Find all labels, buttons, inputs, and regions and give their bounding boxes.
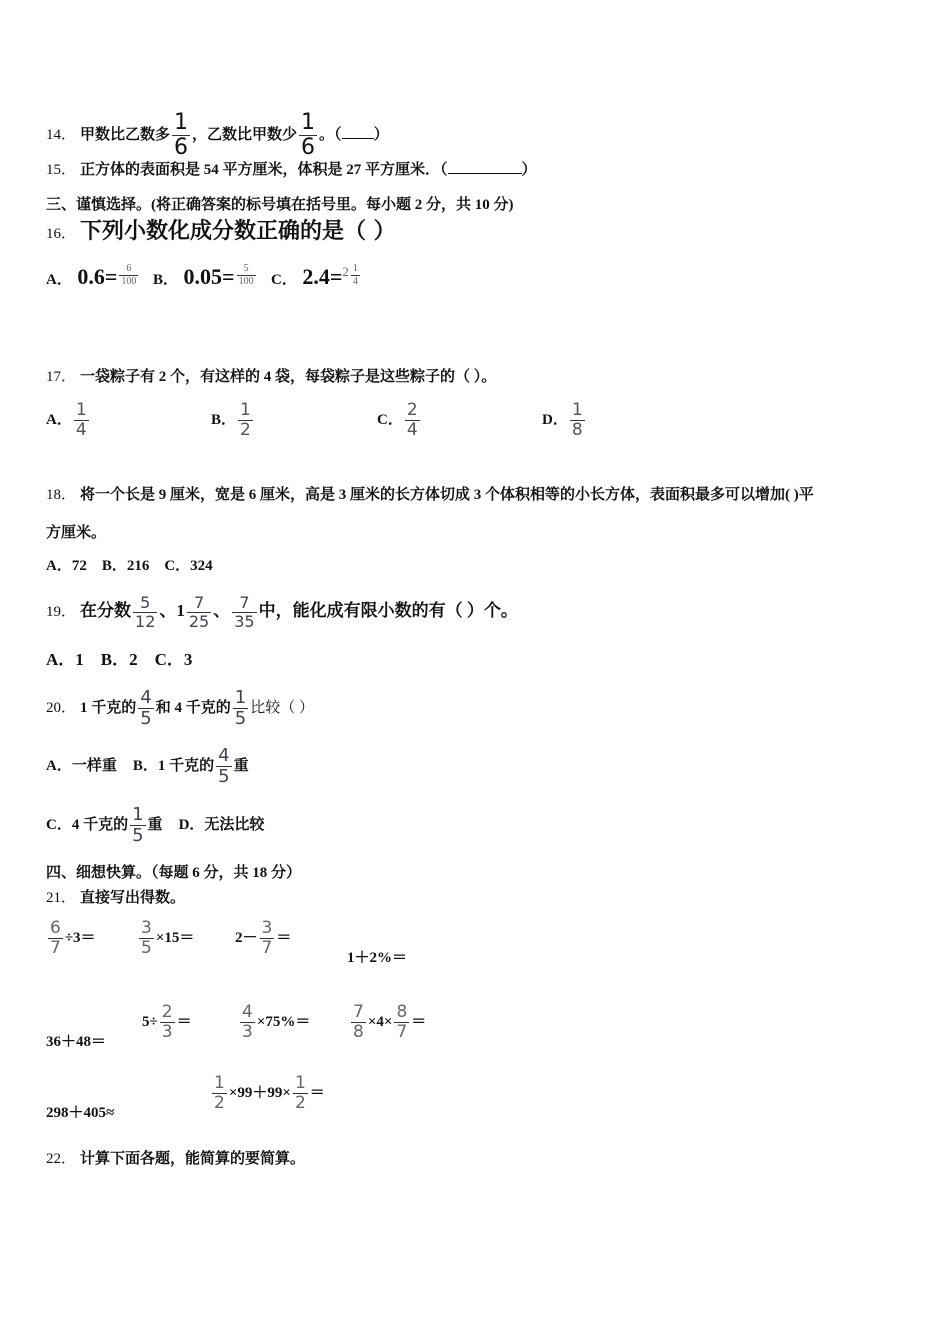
q20-options-ab: A．一样重 B．1 千克的 $\frac{4}{5}$ 重 xyxy=(46,745,249,788)
question-number: 17． xyxy=(46,369,77,385)
fraction: $\frac{6}{7}$ xyxy=(50,918,61,958)
q16-option-a: A． 0.6= $\frac{6}{100}$ xyxy=(46,263,137,289)
fraction: $\frac{1}{6}$ xyxy=(301,110,316,160)
calc-item: $\frac{3}{5}$ ×15＝ xyxy=(141,918,195,958)
fraction: $\frac{4}{3}$ xyxy=(242,1002,253,1042)
fraction: $\frac{3}{5}$ xyxy=(141,918,152,958)
question-number: 16． xyxy=(46,226,77,242)
question-number: 15． xyxy=(46,162,77,178)
question-number: 14． xyxy=(46,126,77,143)
fraction: $\frac{5}{100}$ xyxy=(238,263,254,287)
fraction: $\frac{2}{3}$ xyxy=(161,1002,173,1042)
q16-option-c: C． 2.4=$^2$ $\frac{1}{4}$ xyxy=(271,263,358,289)
q17-option-a: A． $\frac{1}{4}$ xyxy=(46,400,87,440)
fraction: $\frac{1}{2}$ xyxy=(240,400,251,440)
question-16: 16． 下列小数化成分数正确的是（ ） xyxy=(46,219,396,244)
calc-item: 5÷ $\frac{2}{3}$ ＝ xyxy=(142,1002,192,1042)
fraction: $\frac{1}{4}$ xyxy=(352,263,358,287)
fraction: $\frac{1}{2}$ xyxy=(294,1073,306,1113)
q17-option-c: C． $\frac{2}{4}$ xyxy=(377,400,418,440)
question-number: 21． xyxy=(46,890,77,906)
fraction: $\frac{5}{12}$ xyxy=(135,592,156,631)
question-18: 18． 将一个长是 9 厘米，宽是 6 厘米，高是 3 厘米的长方体切成 3 个体积相等的小长方体，表面积最多可以增加( )平 xyxy=(46,487,814,503)
question-19: 19． 在分数 $\frac{5}{12}$ 、1 $\frac{7}{25}$ 、 $\frac{7}{35}$ 中，能化成有限小数的有（ ）个。 xyxy=(46,592,518,631)
fraction: $\frac{1}{2}$ xyxy=(214,1073,225,1113)
q19-options: A．1 B．2 C．3 xyxy=(46,650,193,669)
fraction: $\frac{8}{7}$ xyxy=(396,1002,408,1042)
question-21: 21． 直接写出得数。 xyxy=(46,890,186,906)
fraction: $\frac{1}{8}$ xyxy=(571,400,583,440)
q17-option-b: B． $\frac{1}{2}$ xyxy=(211,400,251,440)
question-20: 20． 1 千克的 $\frac{4}{5}$ 和 4 千克的 $\frac{1}{5}$ 比较（ ） xyxy=(46,687,314,730)
question-number: 19． xyxy=(46,604,77,620)
answer-blank xyxy=(342,138,374,139)
fraction: $\frac{6}{100}$ xyxy=(121,263,137,287)
question-number: 22． xyxy=(46,1151,77,1167)
fraction: $\frac{7}{35}$ xyxy=(234,592,255,631)
section-3-heading: 三、谨慎选择。(将正确答案的标号填在括号里。每小题 2 分，共 10 分) xyxy=(46,197,514,213)
calc-item: $\frac{6}{7}$ ÷3＝ xyxy=(50,918,96,958)
question-22: 22． 计算下面各题，能简算的要简算。 xyxy=(46,1151,306,1167)
calc-item: 36＋48＝ xyxy=(46,1034,107,1050)
answer-blank xyxy=(448,173,522,174)
fraction: $\frac{3}{7}$ xyxy=(261,918,273,958)
question-number: 20． xyxy=(46,700,77,716)
calc-item: 298＋405≈ xyxy=(46,1105,115,1121)
fraction: $\frac{1}{4}$ xyxy=(75,400,87,440)
fraction: $\frac{7}{8}$ xyxy=(353,1002,364,1042)
q20-options-cd: C．4 千克的 $\frac{1}{5}$ 重 D．无法比较 xyxy=(46,804,265,847)
calc-item: $\frac{1}{2}$ ×99＋99× $\frac{1}{2}$ ＝ xyxy=(214,1073,325,1113)
question-number: 18． xyxy=(46,487,77,503)
calc-item: $\frac{4}{3}$ ×75%＝ xyxy=(242,1002,311,1042)
question-15: 15． 正方体的表面积是 54 平方厘米，体积是 27 平方厘米．（ ） xyxy=(46,162,537,178)
section-4-heading: 四、细想快算。（每题 6 分，共 18 分） xyxy=(46,865,302,881)
q16-option-b: B． 0.05= $\frac{5}{100}$ xyxy=(153,263,254,289)
question-17: 17． 一袋粽子有 2 个，有这样的 4 袋，每袋粽子是这些粽子的（ ）。 xyxy=(46,369,497,385)
question-14: 14． 甲数比乙数多 $\frac{1}{6}$ ，乙数比甲数少 $\frac{1}{6}$ 。（ ） xyxy=(46,110,389,160)
q17-option-d: D． $\frac{1}{8}$ xyxy=(542,400,583,440)
fraction: $\frac{1}{5}$ xyxy=(234,687,247,730)
calc-item: 1＋2%＝ xyxy=(347,950,408,966)
calc-item: 2－ $\frac{3}{7}$ ＝ xyxy=(235,918,292,958)
fraction: $\frac{1}{5}$ xyxy=(132,804,144,847)
fraction: $\frac{4}{5}$ xyxy=(140,687,152,730)
q18-options: A．72 B．216 C．324 xyxy=(46,558,213,574)
fraction: $\frac{2}{4}$ xyxy=(406,400,418,440)
fraction: $\frac{4}{5}$ xyxy=(218,745,230,788)
fraction: $\frac{1}{6}$ xyxy=(174,110,189,160)
fraction: $\frac{7}{25}$ xyxy=(188,592,210,631)
calc-item: $\frac{7}{8}$ ×4× $\frac{8}{7}$ ＝ xyxy=(353,1002,427,1042)
question-18-continued: 方厘米。 xyxy=(46,525,107,541)
